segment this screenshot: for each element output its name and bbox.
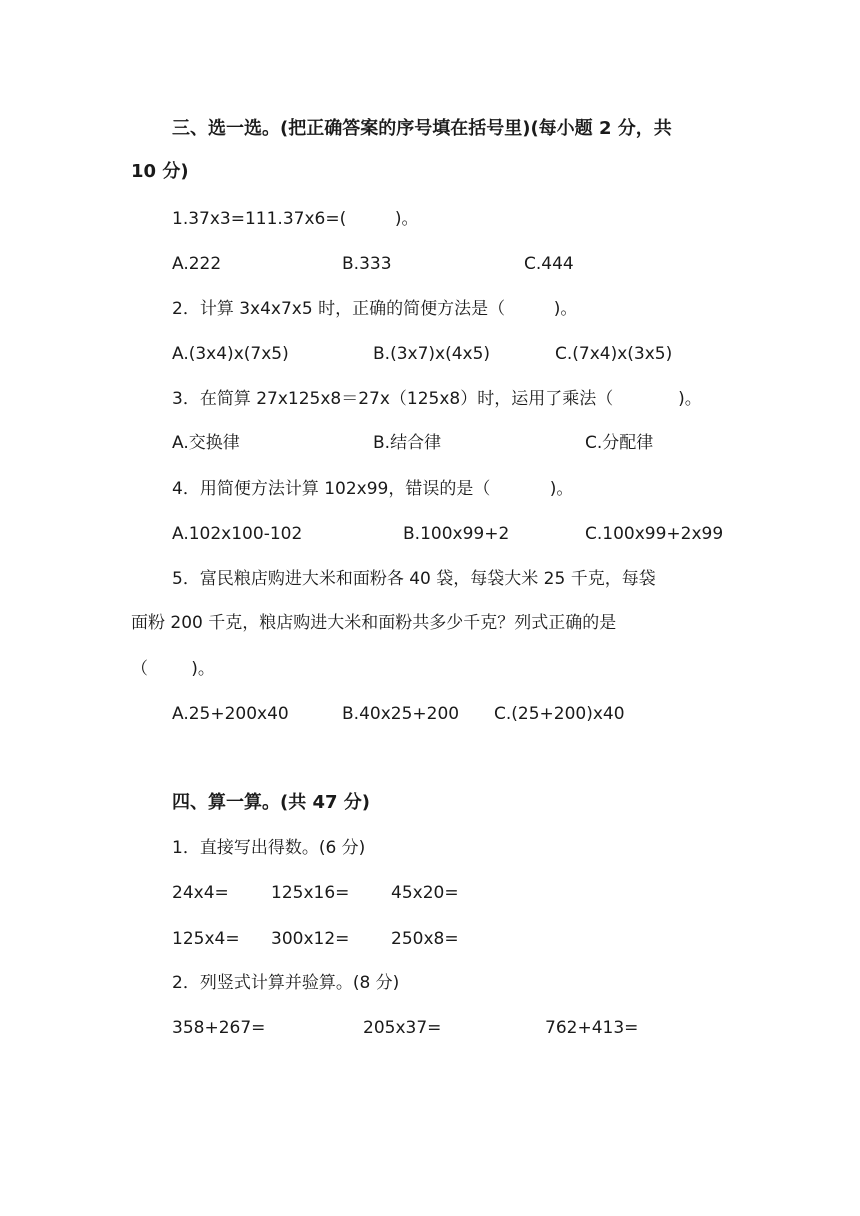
question-4-option-a: A.102x100-102 [172,524,303,544]
question-4-option-c: C.100x99+2x99 [585,524,724,544]
question-3-option-b: B.结合律 [373,433,442,453]
section3-heading-line2: 10 分) [131,161,189,182]
vertical-calc-item: 205x37= [363,1018,442,1038]
question-2-stem: 2．计算 3x4x7x5 时，正确的简便方法是（ )。 [172,299,578,319]
mental-math-item: 125x16= [271,883,350,903]
question-5-option-b: B.40x25+200 [342,704,460,724]
section3-heading-line1: 三、选一选。(把正确答案的序号填在括号里)(每小题 2 分，共 [172,118,672,139]
vertical-calc-item: 358+267= [172,1018,266,1038]
question-1-stem: 1.37x3=111.37x6=( )。 [172,209,419,229]
question-5-stem-line1: 5．富民粮店购进大米和面粉各 40 袋，每袋大米 25 千克，每袋 [172,569,656,589]
mental-math-item: 125x4= [172,929,240,949]
question-1-option-b: B.333 [342,254,392,274]
question-3-option-c: C.分配律 [585,433,654,453]
question-1-option-a: A.222 [172,254,222,274]
question-2-option-c: C.(7x4)x(3x5) [555,344,673,364]
question-3-stem: 3．在简算 27x125x8＝27x（125x8）时，运用了乘法（ )。 [172,389,702,409]
question-2-option-a: A.(3x4)x(7x5) [172,344,289,364]
mental-math-item: 250x8= [391,929,459,949]
part2-title: 2．列竖式计算并验算。(8 分) [172,973,400,993]
section4-heading: 四、算一算。(共 47 分) [172,792,371,813]
question-4-stem: 4．用简便方法计算 102x99，错误的是（ )。 [172,479,574,499]
question-3-option-a: A.交换律 [172,433,240,453]
question-5-stem-line2: 面粉 200 千克，粮店购进大米和面粉共多少千克？列式正确的是 [131,613,617,633]
mental-math-item: 300x12= [271,929,350,949]
question-2-option-b: B.(3x7)x(4x5) [373,344,491,364]
question-5-stem-line3: （ )。 [131,659,215,679]
mental-math-item: 45x20= [391,883,459,903]
vertical-calc-item: 762+413= [545,1018,639,1038]
question-5-option-a: A.25+200x40 [172,704,289,724]
question-1-option-c: C.444 [524,254,574,274]
part1-title: 1．直接写出得数。(6 分) [172,838,366,858]
question-4-option-b: B.100x99+2 [403,524,510,544]
question-5-option-c: C.(25+200)x40 [494,704,625,724]
mental-math-item: 24x4= [172,883,229,903]
